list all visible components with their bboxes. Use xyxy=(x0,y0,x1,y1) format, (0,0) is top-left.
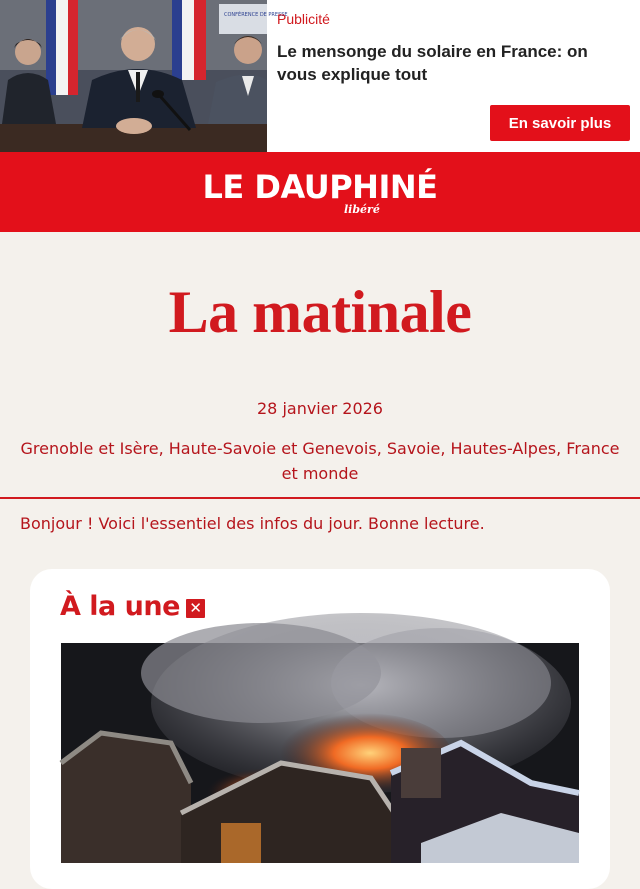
greeting-text: Bonjour ! Voici l'essentiel des infos du jour. Bonne lecture. xyxy=(20,514,485,533)
ad-banner[interactable] xyxy=(0,0,640,152)
logo-sub-text: libéré xyxy=(344,203,380,216)
logo[interactable] xyxy=(0,152,640,232)
broken-image-icon: ✕ xyxy=(186,599,205,618)
newsletter-date: 28 janvier 2026 xyxy=(257,399,383,418)
svg-text:CONFÉRENCE DE PRESSE: CONFÉRENCE DE PRESSE xyxy=(224,12,288,18)
ad-title[interactable]: Le mensonge du solaire en France: on vous explique tout xyxy=(277,42,588,84)
headline-card xyxy=(30,569,610,889)
press-conference-photo xyxy=(0,0,288,152)
divider xyxy=(0,497,640,499)
ad-photo[interactable] xyxy=(0,0,288,152)
logo-main-text: LE DAUPHINÉ xyxy=(202,168,438,206)
section-title xyxy=(60,591,205,622)
ad-label: Publicité xyxy=(277,11,330,27)
learn-more-button[interactable]: En savoir plus xyxy=(490,105,630,141)
section-title-text: À la une xyxy=(60,591,180,622)
newsletter-title: La matinale xyxy=(168,279,472,345)
newsletter-regions: Grenoble et Isère, Haute-Savoie et Genevois, Savoie, Hautes-Alpes, France et monde xyxy=(20,439,620,483)
chalet-fire-photo xyxy=(61,643,579,863)
brand-header xyxy=(0,152,640,232)
headline-photo[interactable] xyxy=(61,643,579,863)
